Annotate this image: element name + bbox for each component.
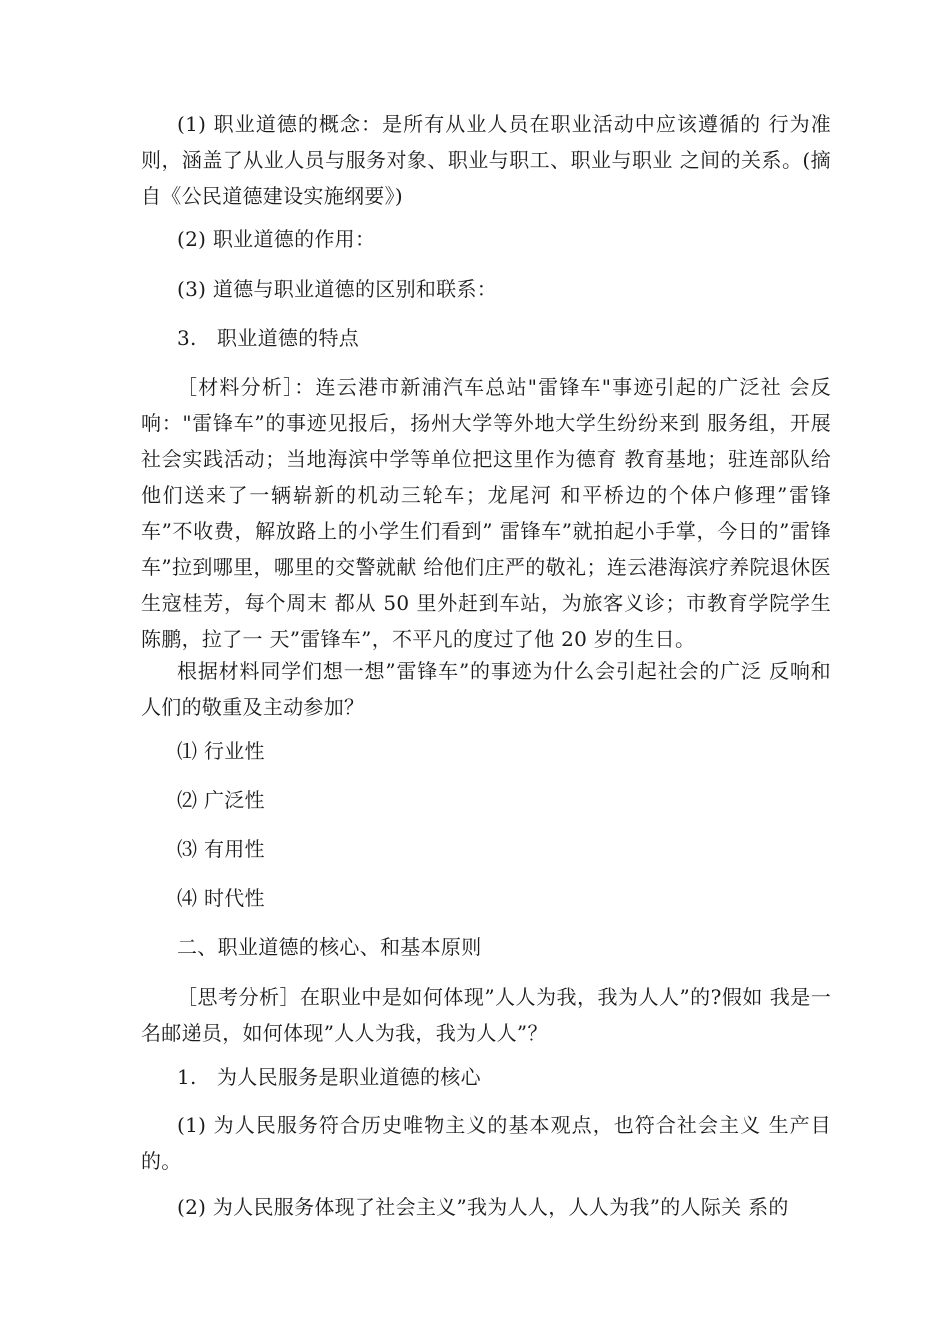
paragraph-role: (2) 职业道德的作用： — [177, 227, 376, 251]
paragraph-concept: (1) 职业道德的概念：是所有从业人员在职业活动中应该遵循的 行为准则，涵盖了从业人员与服务对象、职业与职工、职业与职业 之间的关系。(摘自《公民道德建设实施纲要》) — [141, 112, 831, 208]
paragraph-question: 根据材料同学们想一想”雷锋车”的事迹为什么会引起社会的广泛 反响和人们的敬重及主动参加？ — [141, 659, 831, 719]
list-item-useful: ⑶ 有用性 — [177, 837, 265, 861]
paragraph-think-analysis: ［思考分析］在职业中是如何体现”人人为我，我为人人”的?假如 我是一名邮递员，如何体现”人人为我，我为人人”？ — [141, 985, 831, 1045]
paragraph-serve-people-2: (2) 为人民服务体现了社会主义”我为人人，人人为我”的人际关 系的 — [177, 1195, 789, 1219]
paragraph-difference: (3) 道德与职业道德的区别和联系： — [177, 277, 498, 301]
list-item-era: ⑷ 时代性 — [177, 886, 265, 910]
paragraph-serve-people-1: (1) 为人民服务符合历史唯物主义的基本观点，也符合社会主义 生产目的。 — [141, 1113, 831, 1173]
list-item-industry: ⑴ 行业性 — [177, 739, 265, 763]
section-heading-features: 3. 职业道德的特点 — [177, 326, 360, 350]
section-heading-serve-people: 1. 为人民服务是职业道德的核心 — [177, 1065, 481, 1089]
list-item-broad: ⑵ 广泛性 — [177, 788, 265, 812]
section-heading-core: 二、职业道德的核心、和基本原则 — [177, 935, 482, 959]
paragraph-material-analysis: ［材料分析］：连云港市新浦汽车总站"雷锋车"事迹引起的广泛社 会反响："雷锋车”的事迹见报后，扬州大学等外地大学生纷纷来到 服务组，开展社会实践活动；当地海滨中学等单位把这里作为德育 教育基地；驻连部队给他们送来了一辆崭新的机动三轮车；龙尾河 和平桥边的个体户修理”雷锋车”不收费，解放路上的小学生们看到” 雷锋车”就拍起小手掌，今日的”雷锋车”拉到哪里，哪里的交警就献 给他们庄严的敬礼；连云港海滨疗养院退休医生寇桂芳，每个周末 都从 50 里外赶到车站，为旅客义诊；市教育学院学生陈鹏，拉了一 天”雷锋车”，不平凡的度过了他 20 岁的生日。 — [141, 375, 831, 651]
